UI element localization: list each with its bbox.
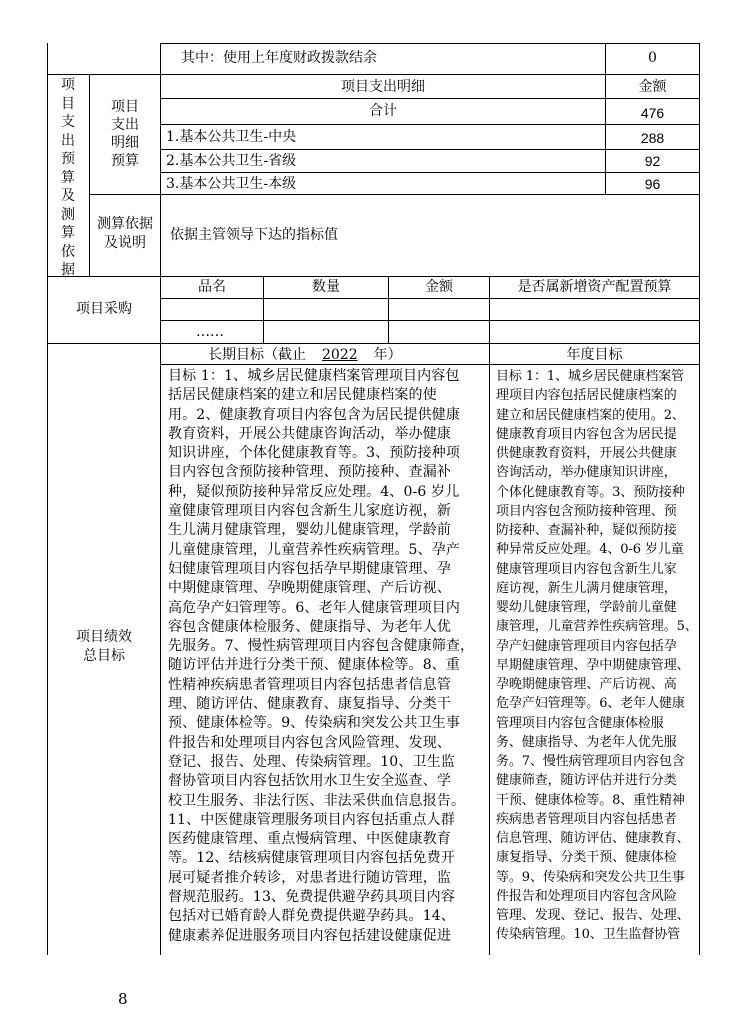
annual-goal-text: 目标 1：1、城乡居民健康档案管 理项目内容包括居民健康档案的 建立和居民健康档案的使用。2、 健康教育项目内容包含为居民提 供健康教育资料，开展公共健康 咨询活动，举办健康知识讲座， 个体化健康教育等。3、预防接种 项目内容包含预防接种管理、预 防接种、查漏补种，疑似预防接 种异常反应处理。4、0-6 岁儿童 健康管理项目内容包含新生儿家 庭访视，新生儿满月健康管理， 婴幼儿健康管理，学龄前儿童健 康管理，儿童营养性疾病管理。5、 孕产妇健康管理项目内容包括孕 早期健康管理、孕中期健康管理、 孕晚期健康管理、产后访视、高 危孕产妇管理等。6、老年人健康 管理项目内容包含健康体检服 务、健康指导、为老年人优先服 务。7、慢性病管理项目内容包含 健康筛查，随访评估并进行分类 干预、健康体检等。8、重性精神 疾病患者管理项目内容包括患者 信息管理、随访评估、健康教育、 康复指导、分类干预、健康体检 等。9、传染病和突发公共卫生事 件报告和处理项目内容包含风险 管理、发现、登记、报告、处理、 传染病管理。10、卫生监督协管 bbox=[496, 369, 698, 943]
basis-label: 测算依据 及说明 bbox=[97, 216, 153, 251]
detail-header: 项目支出明细 bbox=[341, 79, 425, 95]
budget-item-value: 92 bbox=[644, 153, 661, 169]
amount-header: 金额 bbox=[638, 79, 667, 95]
total-label: 合计 bbox=[369, 103, 397, 119]
budget-item-label: 1.基本公共卫生-中央 bbox=[166, 129, 297, 145]
procurement-label: 项目采购 bbox=[76, 301, 132, 317]
procurement-header-amount: 金额 bbox=[425, 279, 453, 295]
long-term-goal-header: 长期目标（截止 2022 年） bbox=[208, 347, 402, 363]
budget-item-label: 3.基本公共卫生-本级 bbox=[166, 176, 297, 192]
total-value: 476 bbox=[640, 105, 665, 121]
long-term-goal-text: 目标 1：1、城乡居民健康档案管理项目内容包 括居民健康档案的建立和居民健康档案的使 用。2、健康教育项目内容包含为居民提供健康 教育资料，开展公共健康咨询活动，举办健康 知识讲座，个体化健康教育等。3、预防接种项 目内容包含预防接种管理、预防接种、查漏补 种，疑似预防接种异常反应处理。4、0-6 岁儿 童健康管理项目内容包含新生儿家庭访视，新 生儿满月健康管理，婴幼儿健康管理，学龄前 儿童健康管理，儿童营养性疾病管理。5、孕产 妇健康管理项目内容包括孕早期健康管理、孕 中期健康管理、孕晚期健康管理、产后访视、 高危孕产妇管理等。6、老年人健康管理项目内 容包含健康体检服务、健康指导、为老年人优 先服务。7、慢性病管理项目内容包含健康筛查， 随访评估并进行分类干预、健康体检等。8、重 性精神疾病患者管理项目内容包括患者信息管 理、随访评估、健康教育、康复指导、分类干 预、健康体检等。9、传染病和突发公共卫生事 件报告和处理项目内容包含风险管理、发现、 登记、报告、处理、传染病管理。10、卫生监 督协管项目内容包括饮用水卫生安全巡查、学 校卫生服务、非法行医、非法采供血信息报告。 11、中医健康管理服务项目内容包括重点人群 医药健康管理、重点慢病管理、中医健康教育 等。12、结核病健康管理项目内容包括免费开 展可疑者推介转诊，对患者进行随访管理，监 督规范服药。13、免费提供避孕药具项目内容 包括对已婚育龄人群免费提供避孕药具。14、 健康素养促进服务项目内容包括建设健康促进 bbox=[168, 368, 475, 944]
procurement-header-quantity: 数量 bbox=[312, 279, 340, 295]
detail-budget-label: 项目 支出 明细 预算 bbox=[111, 99, 139, 169]
budget-item-value: 96 bbox=[644, 176, 661, 192]
budget-item-label: 2.基本公共卫生-省级 bbox=[166, 153, 297, 169]
page-number: 8 bbox=[118, 990, 128, 1008]
procurement-header-new-asset: 是否属新增资产配置预算 bbox=[517, 279, 672, 295]
budget-item-value: 288 bbox=[640, 130, 665, 146]
carryover-label: 其中：使用上年度财政拨款结余 bbox=[181, 50, 377, 66]
basis-text: 依据主管领导下达的指标值 bbox=[170, 227, 338, 243]
budget-section-label: 项目支出预算及测算依据 bbox=[61, 77, 75, 278]
carryover-value: 0 bbox=[648, 50, 657, 66]
procurement-ellipsis: …… bbox=[196, 324, 224, 340]
procurement-header-name: 品名 bbox=[198, 279, 226, 295]
goals-label: 项目绩效 总目标 bbox=[76, 629, 132, 664]
annual-goal-header: 年度目标 bbox=[566, 347, 623, 363]
